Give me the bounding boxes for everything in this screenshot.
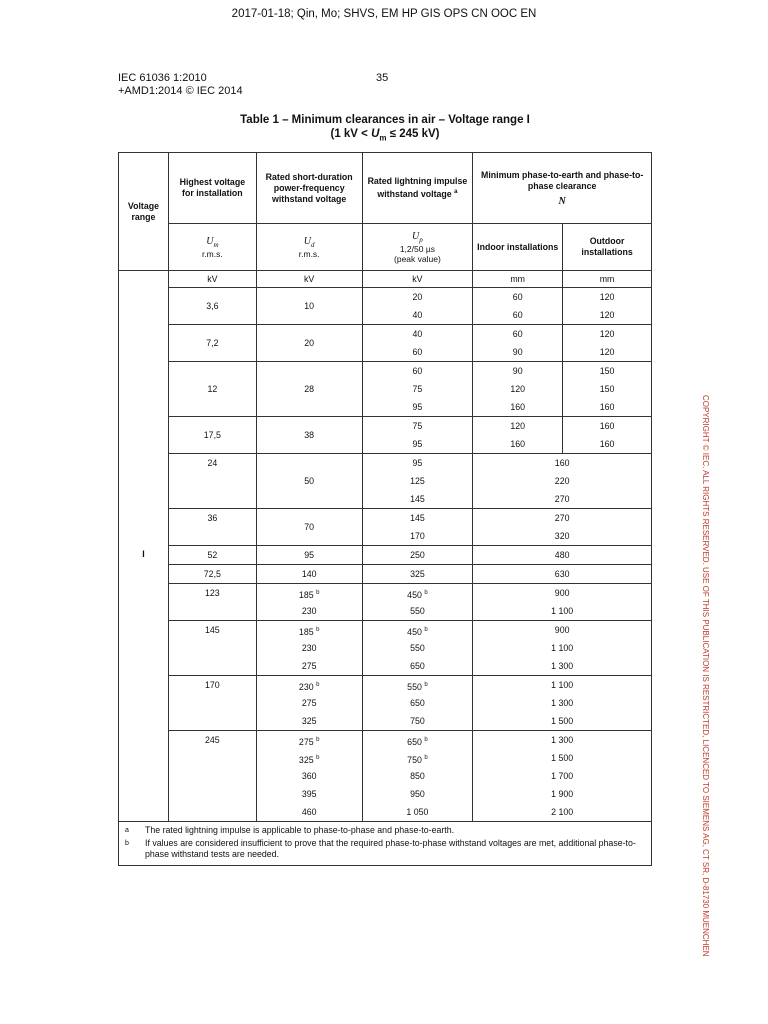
unit-indoor: mm — [473, 271, 563, 288]
table-cell: 123 — [168, 584, 256, 621]
table-cell: 550 — [410, 643, 425, 653]
table-cell: 160 — [599, 421, 615, 431]
table-cell: 1 700 — [551, 771, 574, 781]
table-cell: 325 — [410, 569, 425, 579]
title-line1: Table 1 – Minimum clearances in air – Voltage range I — [240, 114, 530, 126]
table-cell: 40 — [412, 329, 423, 339]
footnotes — [119, 822, 652, 866]
table-cell: 230 $^b$ — [298, 681, 320, 692]
table-cell: 140 — [301, 569, 317, 579]
table-cell: 1 500 — [551, 716, 574, 726]
table-cell: 650 — [410, 698, 425, 708]
table-cell: 900 — [554, 588, 570, 598]
table-cell: 36 — [168, 509, 256, 546]
download-stamp: 2017-01-18; Qin, Mo; SHVS, EM HP GIS OPS CN OOC EN — [231, 8, 537, 20]
table-cell: 275 — [301, 698, 317, 708]
table-cell: 20 — [412, 292, 423, 302]
table-cell: 480 — [554, 550, 570, 560]
table-cell: 20 — [256, 325, 362, 362]
table-cell: 120 — [599, 347, 615, 357]
table-cell: 900 — [554, 625, 570, 635]
table-row — [119, 731, 652, 822]
table-cell: 17,5 — [168, 417, 256, 454]
table-cell: 12 — [168, 362, 256, 417]
table-cell: 145 — [410, 513, 425, 523]
table-cell: 230 — [301, 643, 317, 653]
doc-id-line2: +AMD1:2014 © IEC 2014 — [118, 85, 243, 97]
table-cell: 150 — [599, 366, 615, 376]
table-cell: 160 — [554, 458, 570, 468]
table-cell: 275 — [301, 661, 317, 671]
table-cell: 60 — [512, 329, 523, 339]
table-cell: 160 — [599, 402, 615, 412]
table-cell: 650 — [410, 661, 425, 671]
table-cell: 150 — [599, 384, 615, 394]
table-cell: 160 — [599, 439, 615, 449]
um-symbol-cell: $U_m$ r.m.s. — [168, 224, 256, 271]
header-rated-short-duration: Rated short-duration power-frequency withstand voltage — [256, 153, 362, 224]
unit-um: kV — [168, 271, 256, 288]
table-cell: 185 $^b$ — [298, 589, 320, 600]
table-cell: 52 — [168, 546, 256, 565]
table-cell: 170 — [168, 676, 256, 731]
table-cell: 145 — [410, 494, 425, 504]
table-cell: 120 — [510, 421, 526, 431]
table-cell: 2 100 — [551, 807, 574, 817]
table-cell: 850 — [410, 771, 425, 781]
table-cell: 275 $^b$ — [298, 736, 320, 747]
table-cell: 95 — [412, 402, 423, 412]
table-cell: 95 — [304, 550, 315, 560]
table-cell: 230 — [301, 606, 317, 616]
header-outdoor: Outdoor installations — [563, 224, 652, 271]
table-cell: 550 $^b$ — [407, 681, 428, 692]
table-cell: 3,6 — [168, 288, 256, 325]
table-cell: 60 — [412, 366, 423, 376]
unit-outdoor: mm — [563, 271, 652, 288]
table-cell: 72,5 — [168, 565, 256, 584]
table-cell: 90 — [512, 347, 523, 357]
table-cell: 185 $^b$ — [298, 626, 320, 637]
table-cell: 60 — [512, 292, 523, 302]
table-cell: 70 — [304, 522, 315, 532]
table-cell: 460 — [301, 807, 317, 817]
table-row — [119, 288, 652, 325]
table-cell: 1 100 — [551, 606, 574, 616]
table-cell: 160 — [510, 439, 526, 449]
table-cell: 270 — [554, 513, 570, 523]
table-cell: 250 — [410, 550, 425, 560]
table-cell: 325 — [301, 716, 317, 726]
document-identifier — [118, 72, 243, 98]
table-cell: 450 $^b$ — [407, 626, 428, 637]
table-cell: 1 300 — [551, 735, 574, 745]
header-indoor: Indoor installations — [473, 224, 563, 271]
header-voltage-range: Voltage range — [119, 153, 169, 271]
table-cell: 24 — [168, 454, 256, 509]
header-min-clearance: Minimum phase-to-earth and phase-to-phase clearance N — [473, 153, 652, 224]
table-cell: 750 — [410, 716, 425, 726]
table-cell: 28 — [256, 362, 362, 417]
table-cell: 245 — [168, 731, 256, 822]
table-cell: 95 — [412, 439, 423, 449]
table-row — [119, 565, 652, 584]
footnote: b If values are considered insufficient to prove that the required phase-to-phase withstand voltages are met, additional phase-to-phase withstand tests are needed. — [125, 838, 636, 859]
table-cell: 750 $^b$ — [407, 754, 428, 765]
table-cell: 950 — [410, 789, 425, 799]
table-cell: 75 — [412, 384, 423, 394]
table-cell: 40 — [412, 310, 423, 320]
table-row — [119, 509, 652, 546]
table-row — [119, 676, 652, 731]
voltage-range-value: I — [119, 288, 169, 822]
table-cell: 60 — [412, 347, 423, 357]
title-line2: (1 kV < $U_m \le 245$ kV) — [330, 128, 440, 143]
table-cell: 90 — [512, 366, 523, 376]
table-cell: 450 $^b$ — [407, 589, 428, 600]
header-rated-lightning: Rated lightning impulse withstand voltage $^a$ — [362, 153, 473, 224]
table-cell: 550 — [410, 606, 425, 616]
page-number: 35 — [376, 72, 389, 84]
table-cell: 1 100 — [551, 643, 574, 653]
table-cell: 10 — [256, 288, 362, 325]
clearance-table — [118, 152, 652, 866]
unit-up: kV — [362, 271, 473, 288]
table-cell: 120 — [599, 292, 615, 302]
table-row — [119, 546, 652, 565]
table-cell: 125 — [410, 476, 425, 486]
table-row — [119, 584, 652, 621]
table-row — [119, 325, 652, 362]
table-cell: 7,2 — [168, 325, 256, 362]
table-cell: 160 — [510, 402, 526, 412]
table-cell: 320 — [554, 531, 570, 541]
copyright-notice: COPYRIGHT © IEC. ALL RIGHTS RESERVED. USE OF THIS PUBLICATION IS RESTRICTED, LICENCED TO SIEMENS AG, CT SR, D-81730 MUENCHEN — [701, 395, 710, 957]
ud-symbol-cell: $U_d$ r.m.s. — [256, 224, 362, 271]
table-cell: 60 — [512, 310, 523, 320]
table-cell: 630 — [554, 569, 570, 579]
table-cell: 120 — [599, 310, 615, 320]
table-row — [119, 417, 652, 454]
units-row — [119, 271, 652, 288]
table-cell: 1 050 — [406, 807, 429, 817]
table-cell: 1 500 — [551, 753, 574, 763]
table-cell: 395 — [301, 789, 317, 799]
table-title — [118, 113, 652, 145]
table-cell: 220 — [554, 476, 570, 486]
table-cell: 75 — [412, 421, 423, 431]
doc-id-line1: IEC 61036 1:2010 — [118, 72, 207, 84]
table-cell: 38 — [256, 417, 362, 454]
table-cell: 1 300 — [551, 698, 574, 708]
n-symbol: N — [558, 195, 566, 207]
table-cell: 95 — [412, 458, 423, 468]
table-row — [119, 621, 652, 676]
table-cell: 145 — [168, 621, 256, 676]
unit-ud: kV — [256, 271, 362, 288]
table-row — [119, 362, 652, 417]
table-cell: 1 900 — [551, 789, 574, 799]
table-cell: 360 — [301, 771, 317, 781]
table-cell: 325 $^b$ — [298, 754, 320, 765]
table-cell: 650 $^b$ — [407, 736, 428, 747]
footnote: a The rated lightning impulse is applicable to phase-to-phase and phase-to-earth. — [125, 825, 455, 835]
table-row — [119, 454, 652, 509]
up-symbol-cell: $U_p$ 1,2/50 µs (peak value) — [362, 224, 473, 271]
header-highest-voltage: Highest voltage for installation — [168, 153, 256, 224]
table-cell: 120 — [510, 384, 526, 394]
table-cell: 170 — [410, 531, 425, 541]
table-cell: 1 300 — [551, 661, 574, 671]
table-cell: 120 — [599, 329, 615, 339]
table-cell: 50 — [304, 476, 315, 486]
table-cell: 270 — [554, 494, 570, 504]
table-cell: 1 100 — [551, 680, 574, 690]
